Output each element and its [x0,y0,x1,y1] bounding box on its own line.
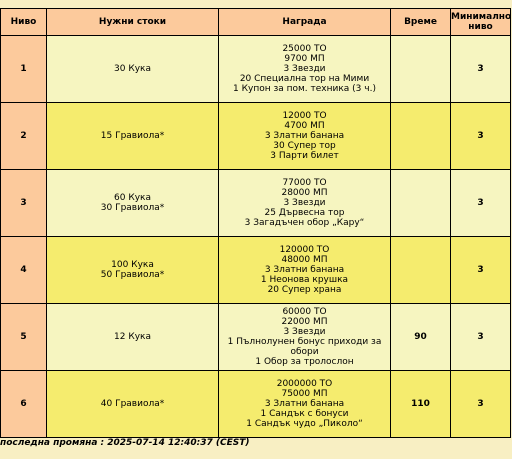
reward-cell-line: 22000 МП [281,317,328,327]
reward-cell-line: 3 Парти билет [270,151,339,161]
reward-cell-line: 3 Златни банана [264,265,345,275]
reward-cell-line: 20 Супер храна [267,285,342,295]
reward-cell-line: 75000 МП [281,389,328,399]
level-cell: 5 [1,304,47,371]
items-cell [47,237,219,304]
reward-cell [219,36,391,103]
level-cell: 4 [1,237,47,304]
reward-cell-line: 3 Звезди [283,327,326,337]
reward-cell-line: 3 Златни банана [264,131,345,141]
reward-cell-line: 3 Звезди [283,64,326,74]
level-cell: 3 [1,170,47,237]
items-cell-line: 30 Гравиола* [100,203,165,213]
reward-cell [219,170,391,237]
time-cell [391,36,451,103]
reward-cell-line: 1 Сандък чудо „Пиколо“ [246,419,363,429]
reward-cell-line: 25000 ТО [282,44,327,54]
items-cell [47,36,219,103]
time-cell [391,237,451,304]
reward-cell [219,237,391,304]
min-level-cell: 3 [451,237,511,304]
items-cell [47,170,219,237]
header-time: Време [391,9,451,36]
items-cell-line: 60 Кука [114,193,151,203]
items-cell-line: 12 Кука [114,332,151,342]
items-cell [47,103,219,170]
reward-cell-line: 1 Пълнолунен бонус приходи за обори [227,337,382,357]
level-cell: 1 [1,36,47,103]
time-cell: 110 [391,371,451,438]
items-cell [47,371,219,438]
reward-cell-line: 4700 МП [284,121,325,131]
table-row [1,237,511,304]
reward-cell-line: 3 Звезди [283,198,326,208]
header-row [1,9,511,36]
min-level-cell: 3 [451,371,511,438]
reward-cell-line: 1 Сандък с бонуси [260,409,349,419]
reward-cell-line: 77000 ТО [282,178,327,188]
header-level: Ниво [1,9,47,36]
table-row [1,304,511,371]
items-cell-line: 40 Гравиола* [100,399,165,409]
table-row [1,371,511,438]
reward-cell-line: 30 Супер тор [273,141,336,151]
min-level-cell: 3 [451,36,511,103]
table-row [1,103,511,170]
reward-cell-line: 9700 МП [284,54,325,64]
reward-cell-line: 48000 МП [281,255,328,265]
time-cell [391,170,451,237]
level-cell: 6 [1,371,47,438]
time-cell [391,103,451,170]
reward-cell-line: 28000 МП [281,188,328,198]
reward-cell-line: 3 Загадъчен обор „Кару“ [244,218,365,228]
reward-cell-line: 12000 ТО [282,111,327,121]
levels-table [0,8,511,438]
reward-cell [219,103,391,170]
reward-cell [219,304,391,371]
reward-cell-line: 1 Неонова крушка [260,275,349,285]
table-body [1,36,511,438]
items-cell [47,304,219,371]
last-modified-footer: последна промяна : 2025-07-14 12:40:37 (CEST) [0,438,250,448]
table-row [1,170,511,237]
reward-cell-line: 3 Златни банана [264,399,345,409]
reward-cell-line: 2000000 ТО [276,379,333,389]
reward-cell-line: 60000 ТО [282,307,327,317]
min-level-cell: 3 [451,304,511,371]
reward-cell [219,371,391,438]
items-cell-line: 50 Гравиола* [100,270,165,280]
reward-cell-line: 20 Специална тор на Мими [239,74,370,84]
min-level-cell: 3 [451,103,511,170]
items-cell-line: 100 Кука [111,260,154,270]
reward-cell-line: 120000 ТО [279,245,330,255]
reward-cell-line: 1 Обор за тролослон [255,357,354,367]
items-cell-line: 30 Кука [114,64,151,74]
header-min-level: Минимално ниво [451,9,511,36]
table-row [1,36,511,103]
reward-cell-line: 25 Дървесна тор [264,208,345,218]
items-cell-line: 15 Гравиола* [100,131,165,141]
time-cell: 90 [391,304,451,371]
header-items: Нужни стоки [47,9,219,36]
level-cell: 2 [1,103,47,170]
reward-cell-line: 1 Купон за пом. техника (3 ч.) [233,84,376,94]
header-reward: Награда [219,9,391,36]
min-level-cell: 3 [451,170,511,237]
